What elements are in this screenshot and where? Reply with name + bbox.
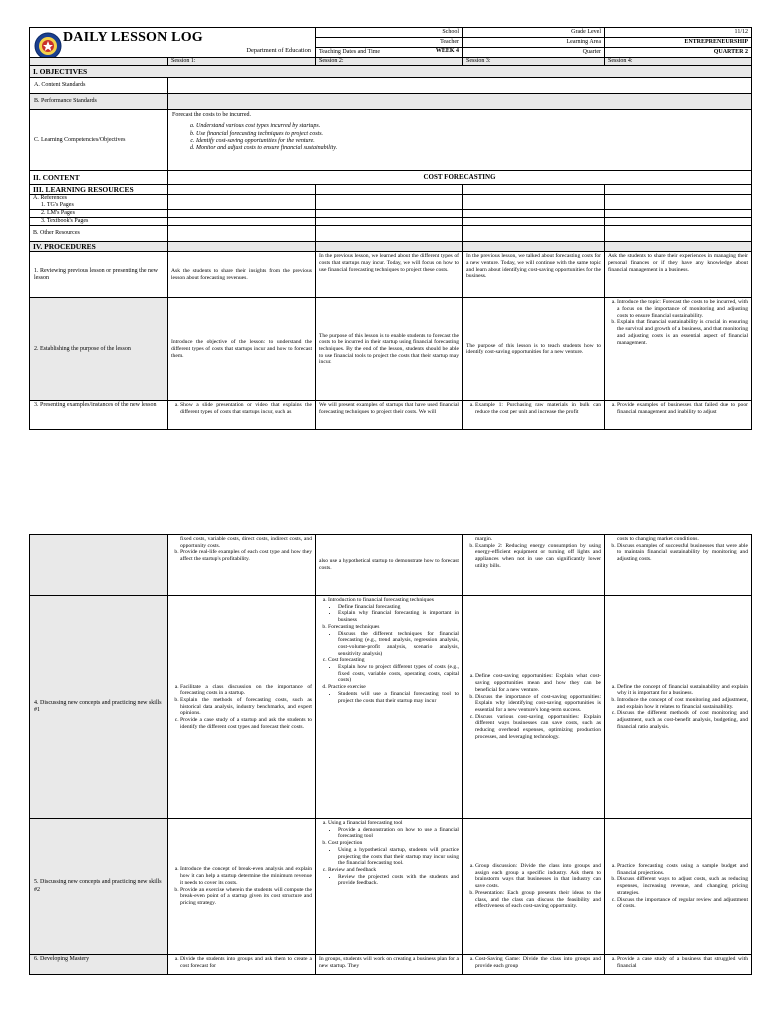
page-title: DAILY LESSON LOG bbox=[63, 30, 203, 45]
textbook-pages-label: 3. Textbook's Pages bbox=[30, 218, 168, 226]
procedure-row-3 bbox=[30, 401, 752, 430]
p6-session-2: In groups, students will work on creating a business plan for a new startup. They bbox=[316, 955, 463, 975]
procedure-2-label: 2. Establishing the purpose of the lesson bbox=[30, 298, 168, 401]
list-item: b. Explain the methods of forecasting costs, such as historical data analysis, industry benchmarks, and expert opinions. bbox=[180, 697, 312, 717]
list-item: a. Introduce the concept of break-even analysis and explain how it can help a startup determine the minimum revenue it needs to cover its costs. bbox=[180, 866, 312, 886]
session-4-header: Session 4: bbox=[605, 58, 752, 66]
list-item: b. Forecasting techniques • Discuss the different techniques for financial forecasting (e.g., trend analysis, regression analysis, cost-volume-profit analysis, scenario analysis, sensitivity analysis) bbox=[328, 624, 459, 658]
grade-level-label: Grade Level bbox=[463, 28, 605, 38]
list-item: b. Provide an exercise wherein the students will compute the break-even point of a startup given its cost structure and pricing strategy. bbox=[180, 887, 312, 907]
references-label: A. References bbox=[33, 195, 67, 202]
p1-session-4: Ask the students to share their experiences in managing their personal finances or if they have any knowledge about financial management in a business. bbox=[605, 252, 752, 298]
procedure-3-label: 3. Presenting examples/instances of the new lesson bbox=[30, 401, 168, 430]
list-item: a. Group discussion: Divide the class into groups and assign each group a specific industry. Ask them to brainstorm ways that businesses in that industry can save costs. bbox=[475, 863, 601, 890]
lesson-log-table-2 bbox=[29, 534, 752, 975]
procedure-row-4 bbox=[30, 596, 752, 819]
list-item: b. Explain that financial sustainability is crucial in ensuring the survival and growth of a business, and that monitoring and adjusting costs is an essential aspect of financial management. bbox=[617, 319, 748, 346]
content-standards-label: A. Content Standards bbox=[30, 78, 168, 94]
list-item: c. Cost forecasting • Explain how to project different types of costs (e.g., fixed costs, variable costs, operating costs, capital costs) bbox=[328, 657, 459, 684]
list-item: a. Example 1: Purchasing raw materials in bulk can reduce the cost per unit and increase the profit bbox=[475, 402, 601, 415]
dates-cell bbox=[316, 48, 463, 58]
list-item: d. Practice exercise • Students will use a financial forecasting tool to project the costs that their startup may incur bbox=[328, 684, 459, 704]
resources-refs-row bbox=[30, 195, 752, 210]
p2-session-3: The purpose of this lesson is to teach students how to identify cost-saving opportunities for a new venture. bbox=[463, 298, 605, 401]
tg-pages-label: 1. TG's Pages bbox=[41, 202, 74, 209]
procedures-heading-row bbox=[30, 242, 752, 252]
procedure-row-3-cont bbox=[30, 535, 752, 596]
procedure-1-label: 1. Reviewing previous lesson or presenting the new lesson bbox=[30, 252, 168, 298]
department-name: Department of Education bbox=[246, 47, 311, 55]
learning-area-value: ENTREPRENEURSHIP bbox=[605, 38, 752, 48]
competency-item: c. Identify cost-saving opportunities for the venture. bbox=[196, 138, 747, 145]
header-title-cell bbox=[30, 28, 316, 58]
p1-session-3: In the previous lesson, we talked about forecasting costs for a new venture. Today, we will continue with the same topic and learn about identifying cost-saving opportunities for the business. bbox=[463, 252, 605, 298]
list-item: a. Using a financial forecasting tool • Provide a demonstration on how to use a financial forecasting tool bbox=[328, 820, 459, 840]
list-item: b. Cost projection • Using a hypothetical startup, students will practice projecting the costs that their startup may incur using the financial forecasting tool. bbox=[328, 840, 459, 867]
competency-intro: Forecast the costs to be incurred. bbox=[172, 112, 251, 119]
list-item: a. Introduction to financial forecasting techniques • Define financial forecasting • Explain why financial forecasting is important in business bbox=[328, 597, 459, 624]
list-item: c. Discuss the importance of regular review and adjustment of costs. bbox=[617, 897, 748, 910]
session-3-header: Session 3: bbox=[463, 58, 605, 66]
list-item: a. Show a slide presentation or video that explains the different types of costs that startups incur, such as bbox=[180, 402, 312, 415]
objectives-heading-row bbox=[30, 66, 752, 78]
performance-standards-label: B. Performance Standards bbox=[30, 94, 168, 110]
p2-session-4 bbox=[605, 298, 752, 401]
list-item: b. Introduce the concept of cost monitoring and adjustment, and explain how it relates to financial sustainability. bbox=[617, 697, 748, 710]
lesson-log-table-1 bbox=[29, 27, 752, 430]
competency-item: a. Understand various cost types incurred by startups. bbox=[196, 123, 747, 130]
list-item: c. Discuss various cost-saving opportunities: Explain different ways businesses can save costs, such as reducing overhead expenses, optimizing production processes, and leveraging technology. bbox=[475, 714, 601, 741]
list-item: c. Review and feedback • Review the projected costs with the students and provide feedback. bbox=[328, 867, 459, 887]
grade-level-value: 11/12 bbox=[605, 28, 752, 38]
p3-session-4-cont: costs to changing market conditions. bbox=[617, 536, 699, 542]
quarter-label: Quarter bbox=[463, 48, 605, 58]
content-heading: II. CONTENT bbox=[30, 171, 168, 185]
list-item: c. Provide a case study of a startup and ask the students to identify the different cost types and forecast their costs. bbox=[180, 717, 312, 730]
textbook-pages-row bbox=[30, 218, 752, 226]
list-item: b. Example 2: Reducing energy consumption by using energy-efficient equipment or turning off lights and appliances when not in use can significantly lower utility bills. bbox=[475, 543, 601, 570]
p2-session-4-list bbox=[608, 299, 748, 346]
procedure-row-6 bbox=[30, 955, 752, 975]
list-item: b. Discuss different ways to adjust costs, such as reducing expenses, increasing revenue, and changing pricing strategies. bbox=[617, 876, 748, 896]
school-label: School bbox=[316, 28, 463, 38]
session-2-header: Session 2: bbox=[316, 58, 463, 66]
list-item: a. Provide examples of businesses that failed due to poor financial management and inability to adjust bbox=[617, 402, 748, 415]
learning-area-label: Learning Area bbox=[463, 38, 605, 48]
learning-competencies-cell bbox=[168, 110, 752, 171]
resources-heading-row bbox=[30, 185, 752, 195]
p3-session-2-cont: also use a hypothetical startup to demonstrate how to forecast costs. bbox=[316, 535, 463, 596]
list-item: b. Discuss examples of successful businesses that were able to maintain financial sustainability by monitoring and adjusting costs. bbox=[617, 543, 748, 563]
competency-item: b. Use financial forecasting techniques to project costs. bbox=[196, 131, 747, 138]
other-resources-row bbox=[30, 226, 752, 242]
p3-session-1-cont: fixed costs, variable costs, direct costs, indirect costs, and opportunity costs. bbox=[180, 536, 312, 549]
list-item: a. Divide the students into groups and ask them to create a cost forecast for bbox=[180, 956, 312, 969]
list-item: a. Cost-Saving Game: Divide the class into groups and provide each group bbox=[475, 956, 601, 969]
content-value: COST FORECASTING bbox=[168, 171, 752, 185]
lesson-log-page-1 bbox=[29, 27, 751, 430]
teacher-label: Teacher bbox=[316, 38, 463, 48]
deped-seal-logo bbox=[34, 32, 62, 58]
content-row bbox=[30, 171, 752, 185]
week-label: WEEK 4 bbox=[435, 48, 459, 54]
procedure-5-label: 5. Discussing new concepts and practicing new skills #2 bbox=[30, 819, 168, 955]
list-item: a. Introduce the topic: Forecast the costs to be incurred, with a focus on the importance of monitoring and adjusting costs to ensure financial sustainability. bbox=[617, 299, 748, 319]
header-row-1 bbox=[30, 28, 752, 38]
p3-session-3-cont: margin. bbox=[475, 536, 493, 542]
p1-session-2: In the previous lesson, we learned about the different types of costs that startups may incur. Today, we will focus on how to use financial forecasting techniques to project these costs. bbox=[316, 252, 463, 298]
list-item: a. Practice forecasting costs using a sample budget and financial projections. bbox=[617, 863, 748, 876]
list-item: a. Facilitate a class discussion on the importance of forecasting costs in a startup. bbox=[180, 684, 312, 697]
procedure-row-1 bbox=[30, 252, 752, 298]
list-item: a. Define the concept of financial sustainability and explain why it is important for a business. bbox=[617, 684, 748, 697]
lm-pages-row bbox=[30, 209, 752, 217]
list-item: a. Provide a case study of a business that struggled with financial bbox=[617, 956, 748, 969]
competency-item: d. Monitor and adjust costs to ensure financial sustainability. bbox=[196, 145, 747, 152]
competency-list bbox=[172, 123, 747, 152]
list-item: c. Discuss the different methods of cost monitoring and adjustment, such as cost-benefit analysis, budgeting, and financial ratio analysis. bbox=[617, 710, 748, 730]
objectives-heading: I. OBJECTIVES bbox=[30, 66, 752, 78]
p1-session-1: Ask the students to share their insights from the previous lesson about forecasting revenues. bbox=[168, 252, 316, 298]
lm-pages-label: 2. LM's Pages bbox=[30, 209, 168, 217]
list-item: b. Provide real-life examples of each cost type and how they affect the startup's profitability. bbox=[180, 549, 312, 562]
p2-session-2: The purpose of this lesson is to enable students to forecast the costs to be incurred in their startup using financial forecasting techniques. By the end of the lesson, students should be able to use financial tools to project the costs that their startup may incur. bbox=[316, 298, 463, 401]
learning-competencies-label: C. Learning Competencies/Objectives bbox=[30, 110, 168, 171]
list-item: b. Discuss the importance of cost-saving opportunities: Explain why identifying cost-saving opportunities is essential for a new venture's long-term success. bbox=[475, 694, 601, 714]
session-header-row bbox=[30, 58, 752, 66]
performance-standards-row bbox=[30, 94, 752, 110]
p3-session-2: We will present examples of startups that have used financial forecasting techniques to project their costs. We will bbox=[316, 401, 463, 430]
content-standards-row bbox=[30, 78, 752, 94]
list-item: b. Presentation: Each group presents their ideas to the class, and the class can discuss the feasibility and effectiveness of each cost-saving opportunity. bbox=[475, 890, 601, 910]
procedure-4-label: 4. Discussing new concepts and practicing new skills #1 bbox=[30, 596, 168, 819]
list-item: a. Define cost-saving opportunities: Explain what cost-saving opportunities mean and how they can be beneficial for a new venture. bbox=[475, 673, 601, 693]
procedure-row-5 bbox=[30, 819, 752, 955]
dates-label: Teaching Dates and Time bbox=[319, 48, 381, 55]
procedure-row-2 bbox=[30, 298, 752, 401]
quarter-value: QUARTER 2 bbox=[605, 48, 752, 58]
session-1-header: Session 1: bbox=[168, 58, 316, 66]
lesson-log-page-2 bbox=[29, 534, 751, 975]
procedures-heading: IV. PROCEDURES bbox=[30, 242, 168, 252]
resources-heading: III. LEARNING RESOURCES bbox=[30, 185, 168, 195]
other-resources-label: B. Other Resources bbox=[30, 226, 168, 242]
learning-competencies-row bbox=[30, 110, 752, 171]
procedure-6-label: 6. Developing Mastery bbox=[30, 955, 168, 975]
p2-session-1: Introduce the objective of the lesson: to understand the different types of costs that startups incur and how to forecast them. bbox=[168, 298, 316, 401]
